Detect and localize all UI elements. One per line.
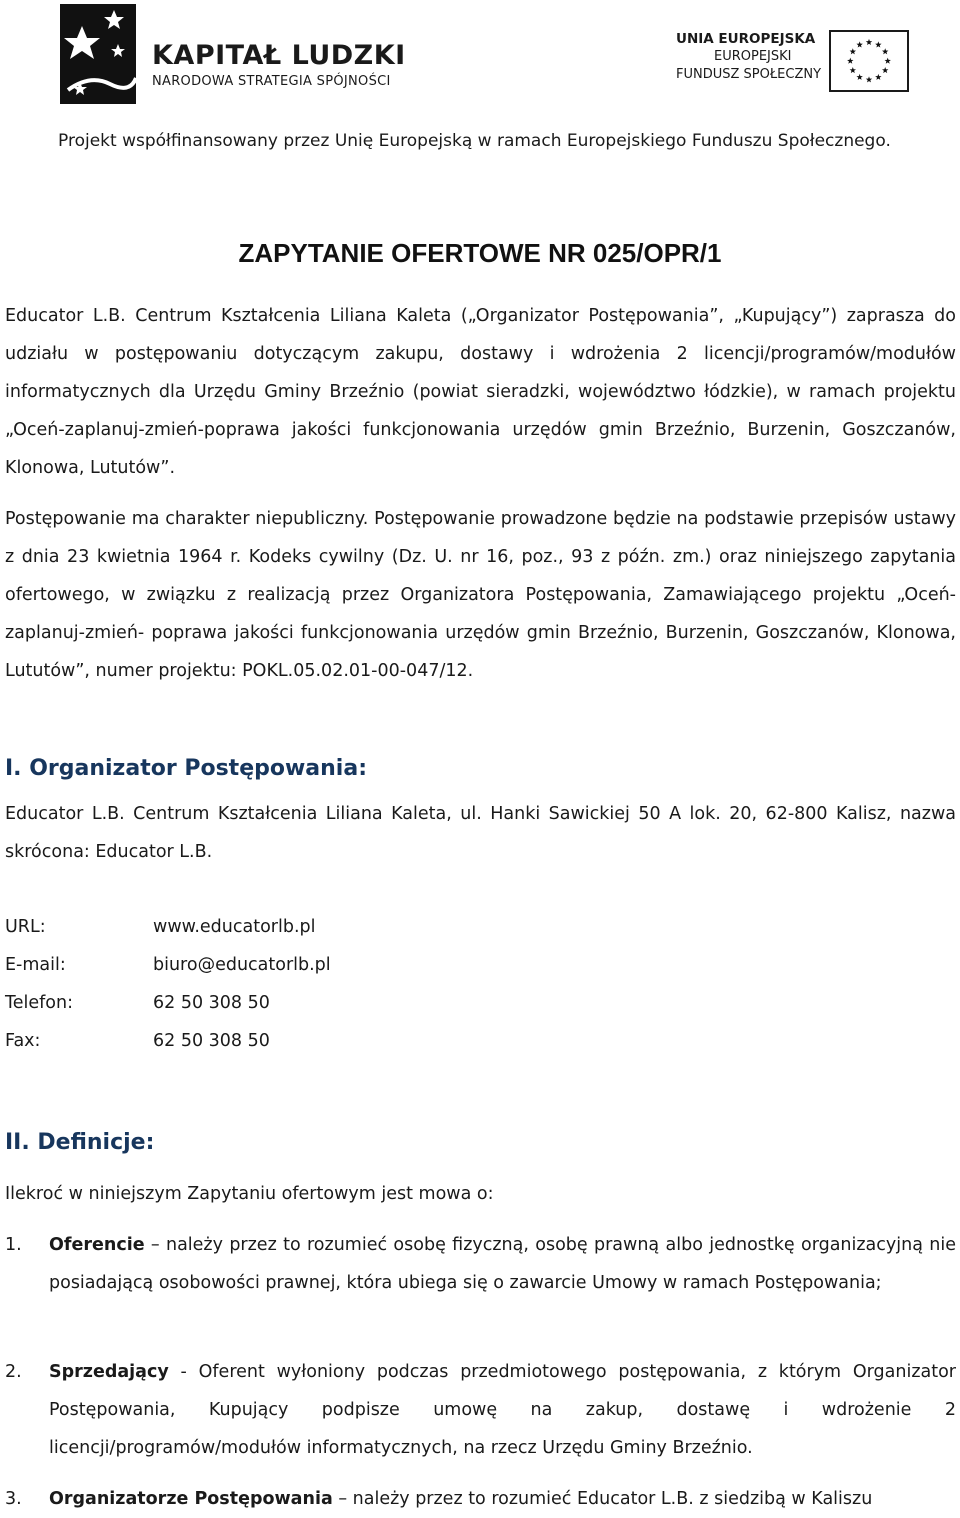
contact-url-row [5, 908, 315, 946]
cofinancing-note: Projekt współfinansowany przez Unię Europejską w ramach Europejskiego Funduszu Społecznego. [58, 131, 891, 151]
definition-text: – należy przez to rozumieć Educator L.B. z siedzibą w Kaliszu [332, 1489, 873, 1509]
eu-line-3: FUNDUSZ SPOŁECZNY [676, 67, 822, 82]
definition-term: Sprzedający [49, 1362, 169, 1382]
eu-star-icon [850, 67, 856, 73]
definition-text: - Oferent wyłoniony podczas przedmiotowego postępowania, z którym Organizator Postępowania, Kupujący podpisze umowę na zakup, dostawę i wdrożenie 2 licencji/programów/modułów informatycznych, na rzecz Urzędu Gminy Brzeźnio. [49, 1362, 956, 1458]
eu-star-icon [866, 76, 872, 82]
eu-star-icon [882, 67, 888, 73]
organizer-address [5, 795, 956, 871]
contact-label: E-mail: [5, 955, 66, 975]
contact-label: Telefon: [5, 993, 73, 1013]
eu-logo [676, 30, 938, 96]
url-link[interactable]: www.educatorlb.pl [153, 917, 316, 937]
definition-term: Organizatorze Postępowania [49, 1489, 333, 1509]
definition-body [49, 1353, 956, 1467]
eu-flag-icon [829, 30, 909, 92]
eu-star-icon [856, 74, 862, 80]
kapital-ludzki-logo [60, 4, 480, 104]
eu-line-2: EUROPEJSKI [714, 49, 792, 64]
email-link[interactable]: biuro@educatorlb.pl [153, 955, 331, 975]
fax-value: 62 50 308 50 [153, 1031, 270, 1051]
definition-item [5, 1480, 956, 1518]
phone-value: 62 50 308 50 [153, 993, 270, 1013]
contact-fax-row [5, 1022, 270, 1060]
eu-star-icon [856, 41, 862, 47]
document-title: ZAPYTANIE OFERTOWE NR 025/OPR/1 [238, 238, 722, 268]
definitions-lead-text: Ilekroć w niniejszym Zapytaniu ofertowym jest mowa o: [5, 1184, 494, 1204]
intro-paragraph-2 [5, 500, 956, 690]
intro-text-1: Educator L.B. Centrum Kształcenia Liliana Kaleta („Organizator Postępowania”, „Kupujący”) zaprasza do udziału w postępowaniu dotyczącym zakupu, dostawy i wdrożenia 2 licencji/programów/modułów informatycznych dla Urzędu Gminy Brzeźnio (powiat sieradzki, województwo łódzkie), w ramach projektu „Oceń-zaplanuj-zmień-poprawa jakości funkcjonowania urzędów gmin Brzeźnio, Burzenin, Goszczanów, Klonowa, Lututów”. [5, 306, 956, 478]
eu-star-icon [875, 74, 881, 80]
contact-label: Fax: [5, 1031, 41, 1051]
eu-line-1: UNIA EUROPEJSKA [676, 31, 816, 47]
section-2-heading: II. Definicje: [5, 1130, 155, 1155]
kapital-ludzki-name: KAPITAŁ LUDZKI [152, 40, 406, 71]
intro-paragraph-1 [5, 297, 956, 487]
definition-term: Oferencie [49, 1235, 145, 1255]
list-number: 3. [5, 1489, 22, 1509]
organizer-address-text: Educator L.B. Centrum Kształcenia Liliana Kaleta, ul. Hanki Sawickiej 50 A lok. 20, 62-800 Kalisz, nazwa skrócona: Educator L.B. [5, 804, 956, 862]
eu-star-icon [850, 48, 856, 54]
intro-text-2: Postępowanie ma charakter niepubliczny. Postępowanie prowadzone będzie na podstawie przepisów ustawy z dnia 23 kwietnia 1964 r. Kodeks cywilny (Dz. U. nr 16, poz., 93 z późn. zm.) oraz niniejszego zapytania ofertowego, w związku z realizacją przez Organizatora Postępowania, Zamawiającego projektu „Oceń-zaplanuj-zmień- poprawa jakości funkcjonowania urzędów gmin Brzeźnio, Burzenin, Goszczanów, Klonowa, Lututów”, numer projektu: POKL.05.02.01-00-047/12. [5, 509, 956, 681]
eu-star-icon [847, 58, 853, 64]
definition-body [49, 1480, 956, 1518]
definitions-lead [5, 1175, 956, 1213]
contact-phone-row [5, 984, 270, 1022]
eu-star-icon [875, 41, 881, 47]
contact-email-row [5, 946, 331, 984]
definition-body [49, 1226, 956, 1302]
section-1-heading: I. Organizator Postępowania: [5, 756, 367, 781]
kapital-ludzki-subtitle: NARODOWA STRATEGIA SPÓJNOŚCI [152, 74, 391, 89]
kapital-ludzki-emblem-icon [60, 4, 136, 104]
definition-text: – należy przez to rozumieć osobę fizyczną, osobę prawną albo jednostkę organizacyjną nie posiadającą osobowości prawnej, która ubiega się o zawarcie Umowy w ramach Postępowania; [49, 1235, 956, 1293]
definition-item [5, 1353, 956, 1467]
eu-star-icon [866, 39, 872, 45]
definition-item [5, 1226, 956, 1340]
list-number: 1. [5, 1235, 22, 1255]
list-number: 2. [5, 1362, 22, 1382]
eu-logo-text [676, 30, 821, 84]
contact-label: URL: [5, 917, 46, 937]
eu-star-icon [882, 48, 888, 54]
eu-star-icon [885, 58, 891, 64]
